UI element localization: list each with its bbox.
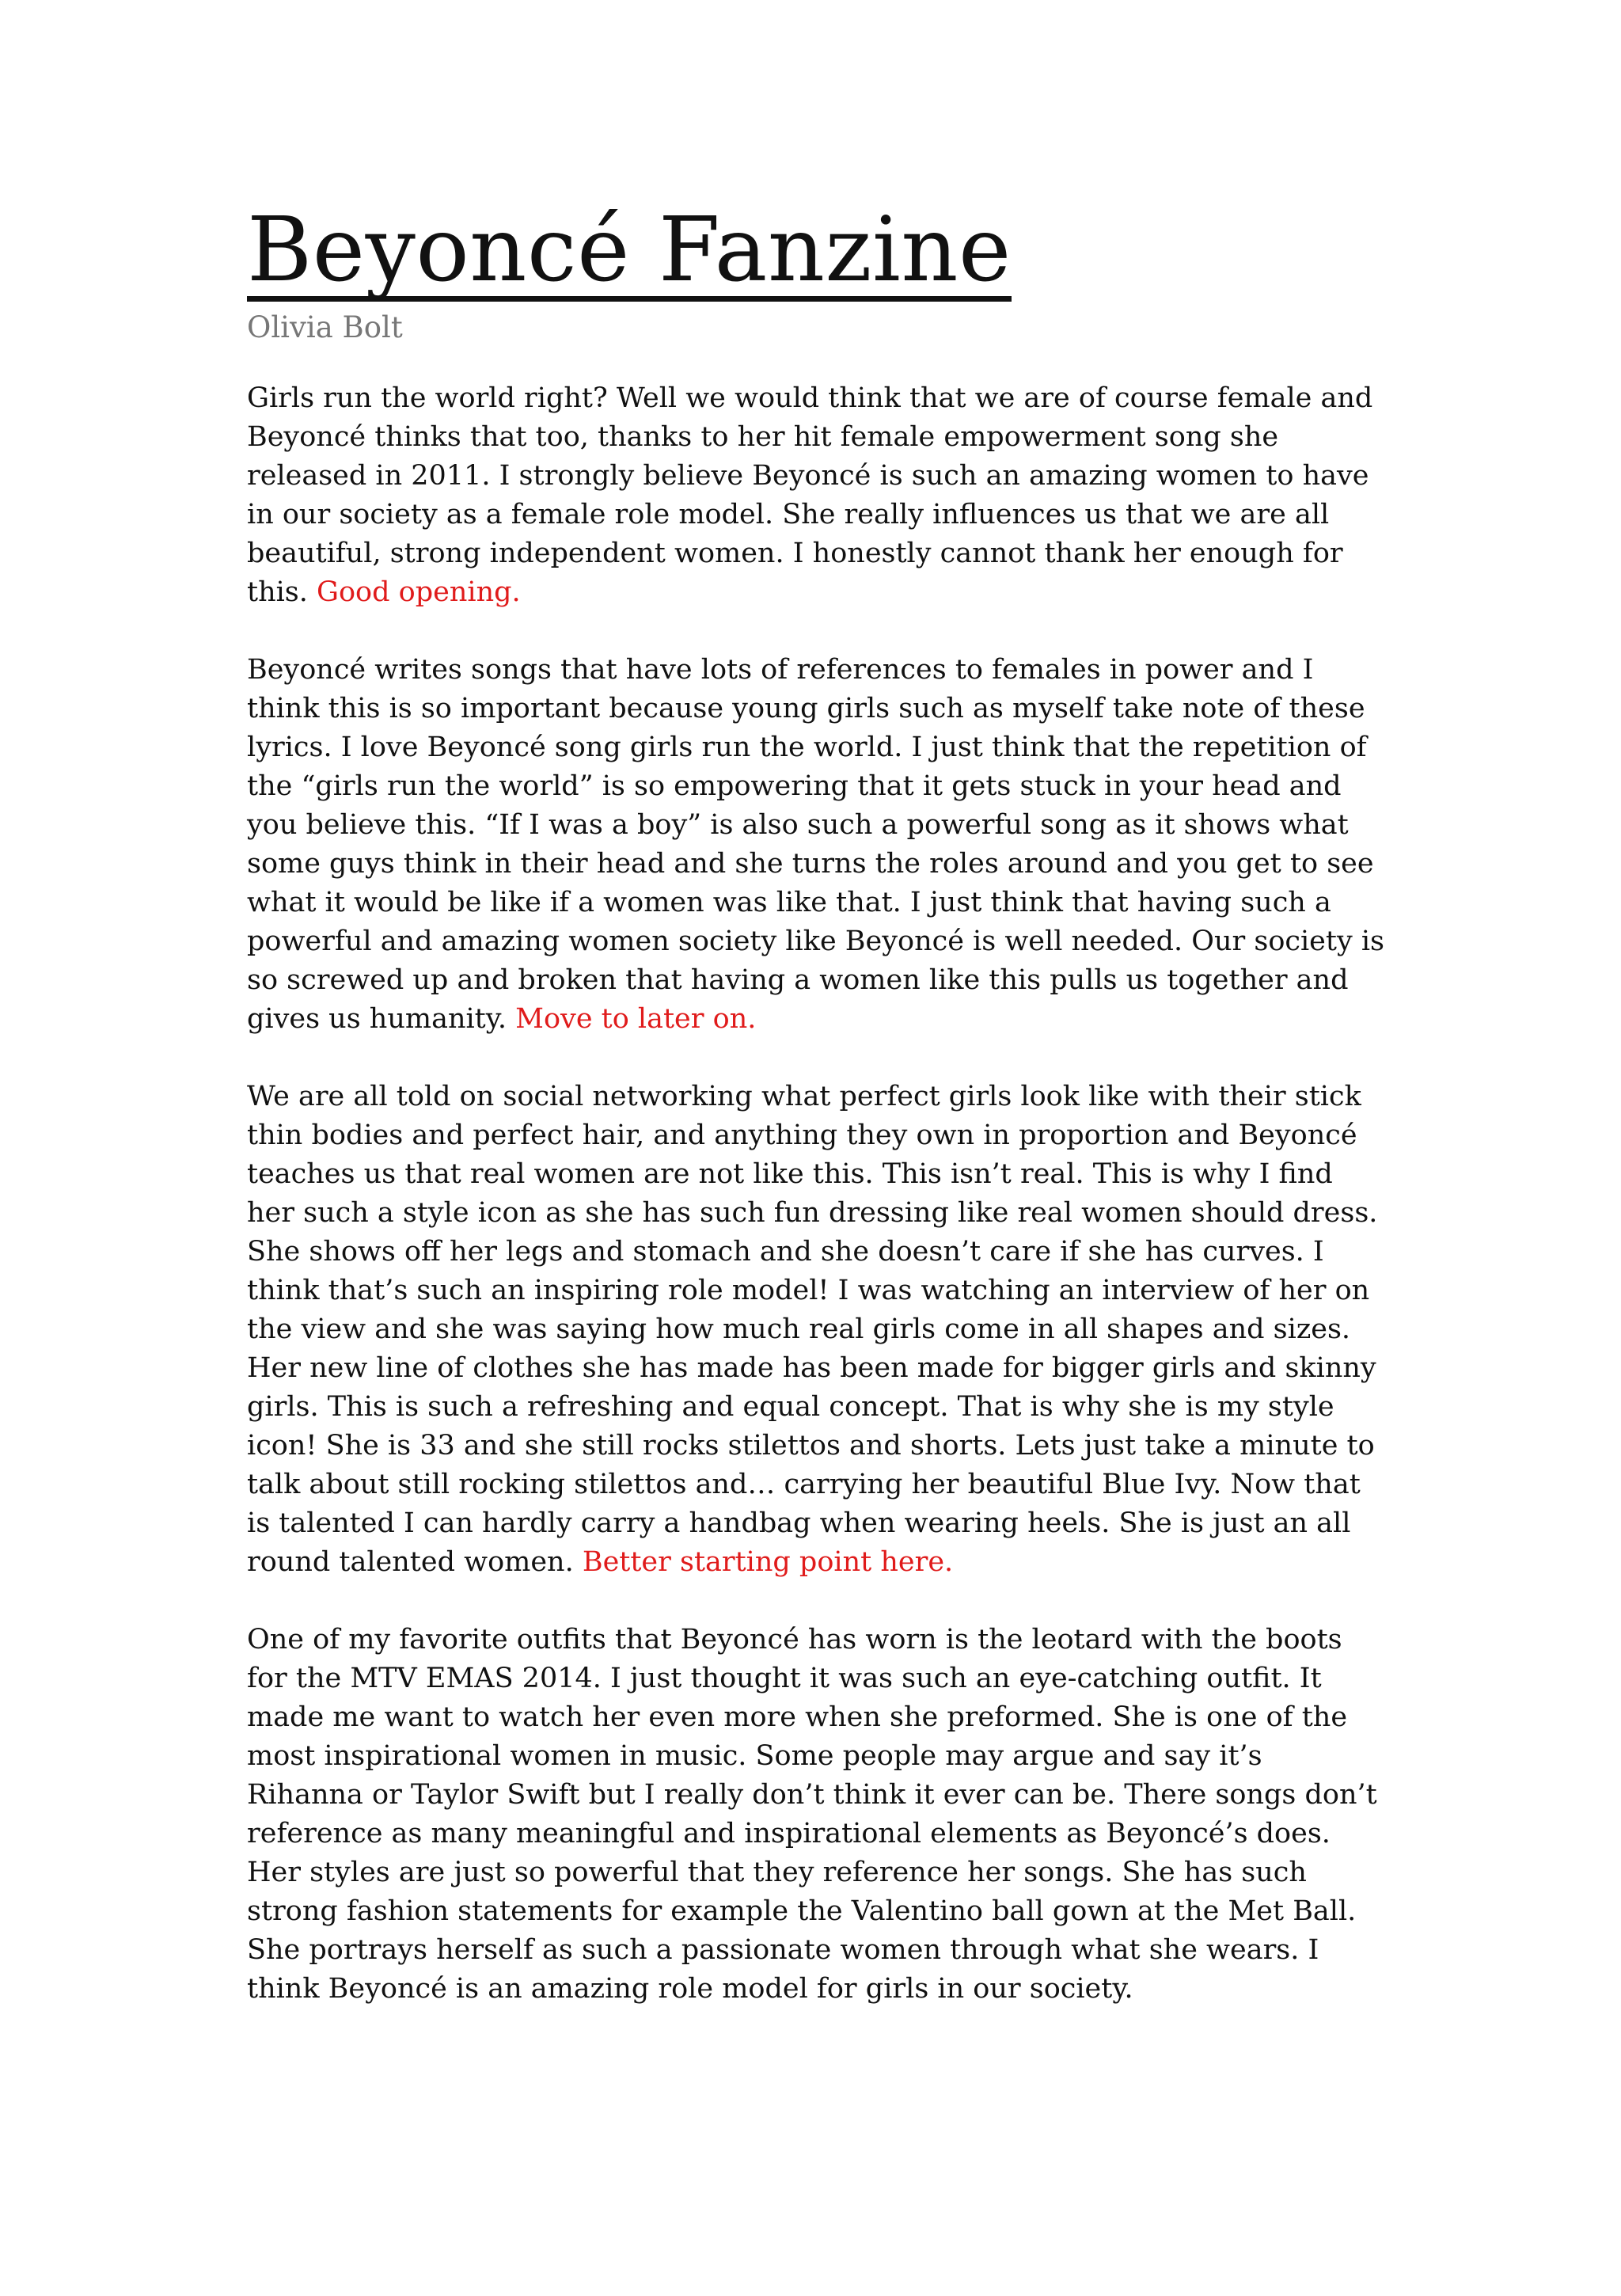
document-page <box>247 199 1387 2009</box>
review-comment: Better starting point here. <box>582 1546 954 1578</box>
paragraph-2 <box>247 651 1387 1039</box>
document-body <box>247 379 1387 2009</box>
paragraph-text: Beyoncé writes songs that have lots of references to females in power and I think this is so important because young girls such as myself take note of these lyrics. I love Beyoncé song girls run the world. I just think that the repetition of the “girls run the world” is so empowering that it gets stuck in your head and you believe this. “If I was a boy” is also such a powerful song as it shows what some guys think in their head and she turns the roles around and you get to see what it would be like if a women was like that. I just think that having such a powerful and amazing women society like Beyoncé is well needed. Our society is so screwed up and broken that having a women like this pulls us together and gives us humanity. <box>247 654 1385 1035</box>
paragraph-text: We are all told on social networking what perfect girls look like with their stick thin bodies and perfect hair, and anything they own in proportion and Beyoncé teaches us that real women are not like this. This isn’t real. This is why I find her such a style icon as she has such fun dressing like real women should dress. She shows off her legs and stomach and she doesn’t care if she has curves. I think that’s such an inspiring role model! I was watching an interview of her on the view and she was saying how much real girls come in all shapes and sizes. Her new line of clothes she has made has been made for bigger girls and skinny girls. This is such a refreshing and equal concept. That is why she is my style icon! She is 33 and she still rocks stilettos and shorts. Lets just take a minute to talk about still rocking stilettos and… carrying her beautiful Blue Ivy. Now that is talented I can hardly carry a handbag when wearing heels. She is just an all round talented women. <box>247 1081 1378 1578</box>
paragraph-3 <box>247 1078 1387 1582</box>
paragraph-text: One of my favorite outfits that Beyoncé has worn is the leotard with the boots for the MTV EMAS 2014. I just thought it was such an eye-catching outfit. It made me want to watch her even more when she preformed. She is one of the most inspirational women in music. Some people may argue and say it’s Rihanna or Taylor Swift but I really don’t think it ever can be. There songs don’t reference as many meaningful and inspirational elements as Beyoncé’s does. Her styles are just so powerful that they reference her songs. She has such strong fashion statements for example the Valentino ball gown at the Met Ball. She portrays herself as such a passionate women through what she wears. I think Beyoncé is an amazing role model for girls in our society. <box>247 1624 1377 2005</box>
paragraph-4 <box>247 1621 1387 2009</box>
document-author: Olivia Bolt <box>247 310 403 344</box>
review-comment: Move to later on. <box>515 1003 757 1035</box>
paragraph-text: Girls run the world right? Well we would think that we are of course female and Beyoncé thinks that too, thanks to her hit female empowerment song she released in 2011. I strongly believe Beyoncé is such an amazing women to have in our society as a female role model. She really influences us that we are all beautiful, strong independent women. I honestly cannot thank her enough for this. <box>247 382 1373 608</box>
document-title: Beyoncé Fanzine <box>247 199 1012 302</box>
review-comment: Good opening. <box>317 576 521 608</box>
paragraph-1 <box>247 379 1387 612</box>
